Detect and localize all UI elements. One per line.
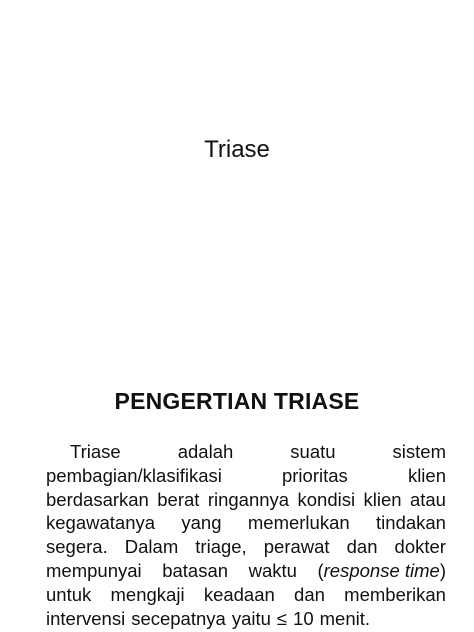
word: memberikan: [344, 583, 446, 605]
word: yang: [181, 512, 222, 534]
word: keadaan: [203, 583, 275, 605]
word: batasan: [162, 559, 229, 581]
word: kegawatanya: [46, 512, 156, 534]
word: segera.: [46, 536, 108, 558]
word: berat: [157, 488, 200, 510]
word: memerlukan: [247, 512, 350, 534]
word: intervensi: [46, 607, 126, 629]
paragraph-line: [46, 488, 446, 512]
response-time-term: [317, 559, 446, 583]
word: Triase: [70, 441, 121, 462]
word: prioritas: [281, 464, 348, 486]
word: klien: [363, 488, 402, 510]
paragraph-line: [46, 440, 446, 464]
word: untuk: [46, 583, 92, 605]
word: ≤: [276, 607, 288, 629]
word: secepatnya: [131, 607, 226, 629]
paragraph-line: [46, 559, 446, 583]
word: dan: [346, 536, 378, 558]
word: perawat: [263, 536, 330, 558]
italic-term: response time: [323, 559, 440, 581]
paragraph-line: [46, 535, 446, 559]
word: triage,: [195, 536, 247, 558]
word: suatu: [290, 441, 336, 462]
paragraph-line: [46, 583, 446, 607]
word: mempunyai: [46, 559, 142, 581]
word: dokter: [394, 536, 446, 558]
word: berdasarkan: [46, 488, 149, 510]
paragraph-line: [46, 464, 446, 488]
word: adalah: [177, 441, 234, 462]
open-paren: (: [317, 559, 324, 581]
paragraph-line: [46, 511, 446, 535]
word: ringannya: [207, 488, 290, 510]
close-paren: ): [439, 559, 446, 581]
content-slide: [0, 340, 474, 632]
section-heading: PENGERTIAN TRIASE: [114, 388, 360, 414]
word: menit.: [319, 607, 371, 629]
word: klien: [407, 464, 446, 486]
word: pembagian/klasifikasi: [46, 464, 222, 486]
word: dan: [294, 583, 325, 605]
word: tindakan: [376, 512, 446, 534]
slide-title: Triase: [204, 136, 270, 163]
word: atau: [409, 488, 446, 510]
word: yaitu: [231, 607, 271, 629]
word: Dalam: [124, 536, 179, 558]
paragraph-line: [46, 607, 446, 631]
word: mengkaji: [110, 583, 185, 605]
definition-paragraph: [46, 440, 446, 630]
word: sistem: [392, 441, 446, 462]
word: kondisi: [297, 488, 356, 510]
word: waktu: [248, 559, 297, 581]
word: 10: [293, 607, 314, 629]
